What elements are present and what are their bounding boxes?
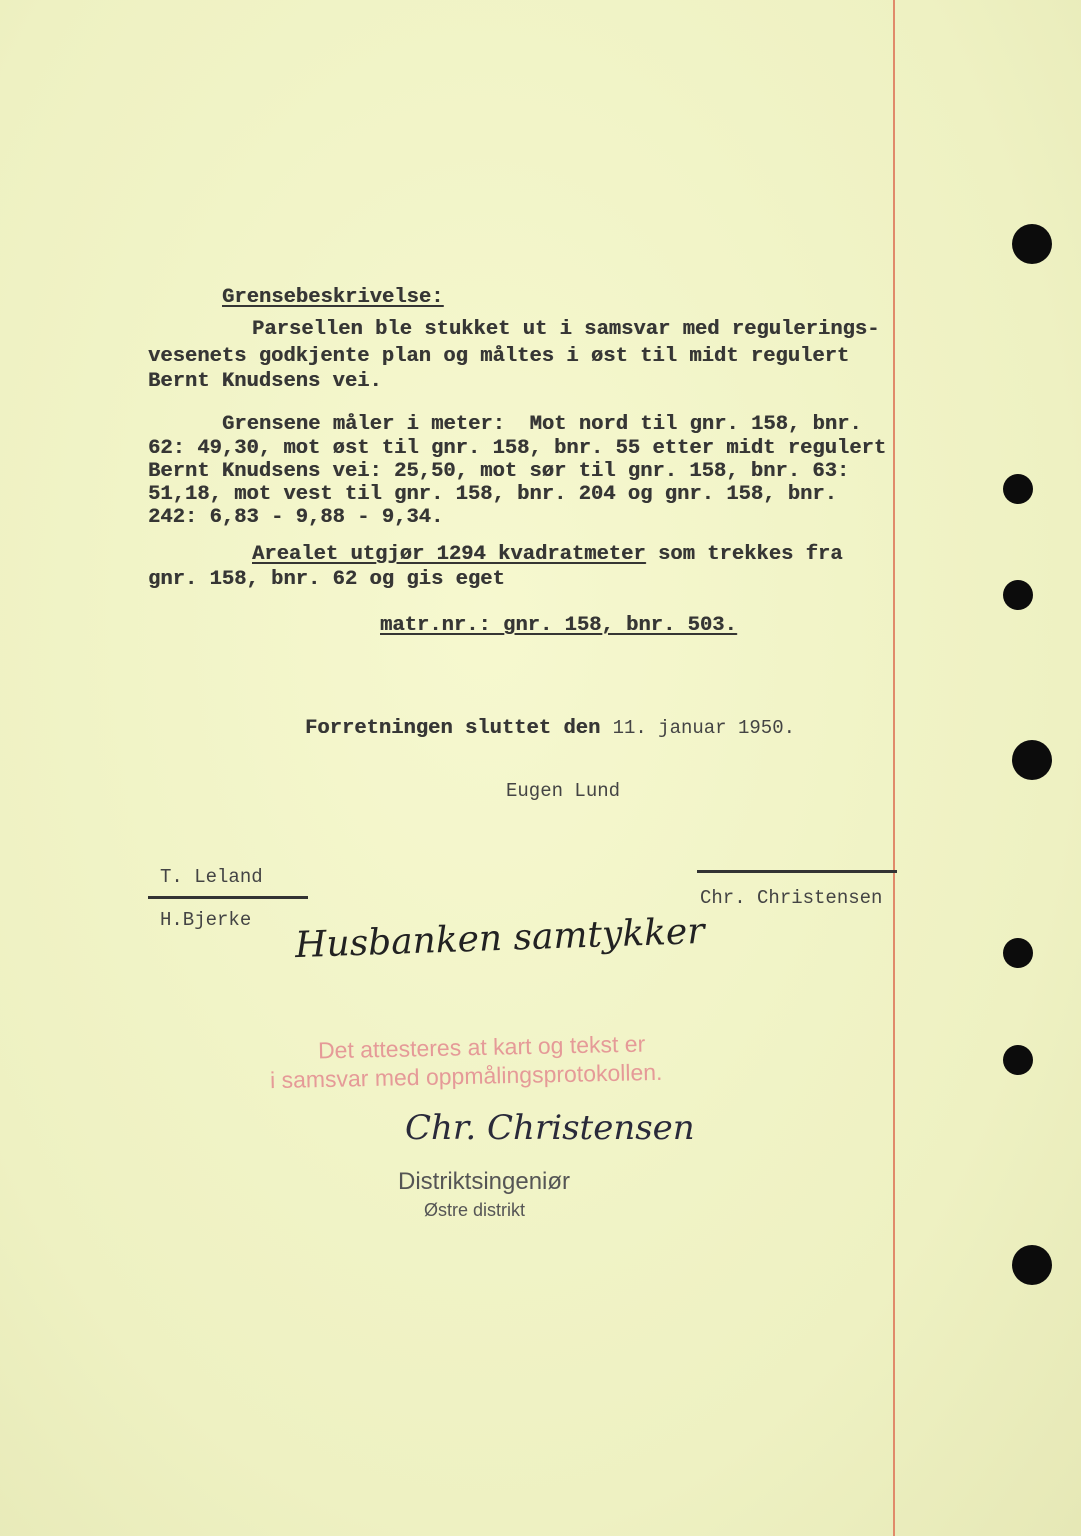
- margin-line: [893, 0, 895, 1536]
- text-line: 242: 6,83 - 9,88 - 9,34.: [148, 506, 444, 529]
- stamp-signature: Chr. Christensen: [405, 1108, 695, 1148]
- closing-label: Forretningen sluttet den: [305, 717, 601, 740]
- text-line: Bernt Knudsens vei: 25,50, mot sør til gnr. 158, bnr. 63:: [148, 460, 850, 483]
- text-line: Parsellen ble stukket ut i samsvar med regulerings-: [252, 318, 880, 341]
- signatory-right: Chr. Christensen: [700, 887, 883, 909]
- office-title: Distriktsingeniør: [398, 1168, 571, 1195]
- punch-hole: [1012, 1245, 1052, 1285]
- closing-line: [305, 716, 795, 741]
- stamp-line: i samsvar med oppmålingsprotokollen.: [269, 1058, 663, 1094]
- section-heading: Grensebeskrivelse:: [222, 286, 444, 309]
- text-line: 62: 49,30, mot øst til gnr. 158, bnr. 55 etter midt regulert: [148, 437, 887, 460]
- punch-hole: [1003, 938, 1033, 968]
- signatory-center: Eugen Lund: [506, 780, 621, 802]
- closing-date: 11. januar 1950.: [612, 717, 795, 739]
- text-line: Grensene måler i meter: Mot nord til gnr. 158, bnr.: [222, 413, 862, 436]
- text-line: Bernt Knudsens vei.: [148, 370, 382, 393]
- signatory-left-1: T. Leland: [160, 866, 263, 888]
- signature-rule: [697, 870, 897, 873]
- text-line: vesenets godkjente plan og måltes i øst til midt regulert: [148, 345, 850, 368]
- area-rest: som trekkes fra: [645, 543, 843, 566]
- punch-hole: [1012, 740, 1052, 780]
- office-district: Østre distrikt: [424, 1200, 526, 1220]
- text-line: 51,18, mot vest til gnr. 158, bnr. 204 og gnr. 158, bnr.: [148, 483, 837, 506]
- area-underlined: Arealet utgjør 1294 kvadratmeter: [252, 543, 646, 566]
- matrikkel-number: matr.nr.: gnr. 158, bnr. 503.: [380, 614, 737, 637]
- stamp-line: Det attesteres at kart og tekst er: [317, 1030, 646, 1064]
- punch-hole: [1003, 580, 1033, 610]
- handwritten-note: Husbanken samtykker: [294, 910, 706, 967]
- area-line: [252, 543, 843, 567]
- text-line: gnr. 158, bnr. 62 og gis eget: [148, 568, 505, 591]
- punch-hole: [1003, 1045, 1033, 1075]
- signatory-left-2: H.Bjerke: [160, 909, 252, 931]
- signature-rule: [148, 896, 308, 899]
- punch-hole: [1003, 474, 1033, 504]
- punch-hole: [1012, 224, 1052, 264]
